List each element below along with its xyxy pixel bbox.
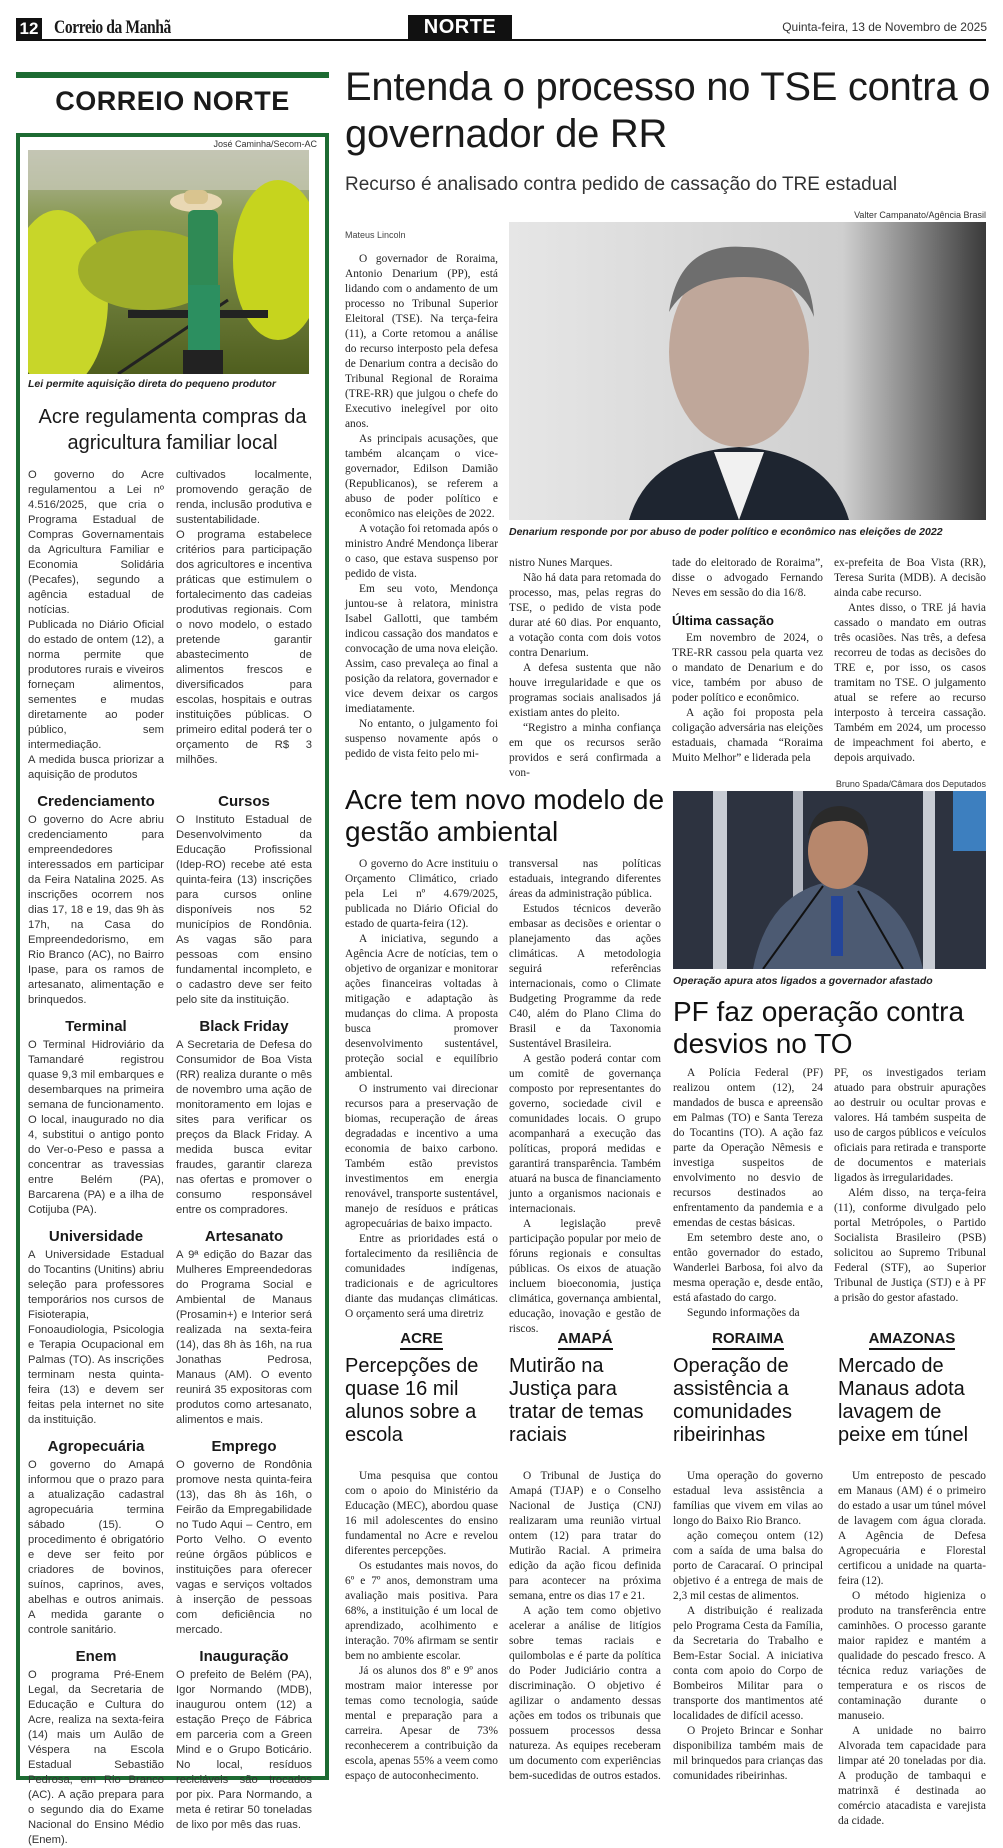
brief-text: O Terminal Hidroviário da Tamandaré registrou quase 9,3 mil embarques e desembarques na primeira semana de funcionamento. O local, inaugurado no dia 4, substitui o antigo ponto do Ver-o-Peso e passa a concentrar as travessias entre Belém (PA), Barcarena (PA) e a ilha de Cotijuba (PA). — [28, 1039, 164, 1216]
brief-title: Terminal — [65, 1018, 127, 1035]
paragraph: A iniciativa, segundo a Agência Acre de notícias, tem o objetivo de organizar e monitorar ações financeiras voltadas à mitigação e adaptação às mudanças do clima. A proposta busca promover desenvolvimento sustentável, proteção social e equilíbrio ambiental. — [345, 933, 498, 1080]
paragraph: Um entreposto de pescado em Manaus (AM) é o primeiro do estado a usar um túnel móvel de lavagem com água clorada. A Agência de Defesa Agropecuária e Florestal certificou a unidade na quarta-feira (12). — [838, 1470, 986, 1587]
lead-paragraph: cultivados localmente, promovendo geração de renda, inclusão produtiva e sustentabilidade. — [176, 469, 312, 526]
regional-roraima — [673, 1330, 823, 1784]
lead-col-3 — [672, 556, 823, 766]
nursery-photo-icon — [28, 150, 309, 374]
lead-paragraph: A medida busca priorizar a aquisição de produtos — [28, 754, 164, 781]
brief-item — [176, 1644, 312, 1848]
brief-text: A Secretaria de Defesa do Consumidor de Boa Vista (RR) realiza durante o mês de novembro uma ação de monitoramento em lojas e sites para verificar os preços da Black Friday. A medida busca evitar fraudes, garantir clareza nas ofertas e promover o consumo responsável entre os compradores. — [176, 1039, 312, 1216]
region-tag: AMAPÁ — [509, 1330, 661, 1347]
regional-headline: Operação de assistência a comunidades ribeirinhas — [673, 1355, 792, 1446]
env-headline: Acre tem novo modelo de gestão ambiental — [345, 784, 665, 847]
paragraph: Além disso, na terça-feira (11), conforme divulgado pelo portal Metrópoles, o Partido Socialista Brasileiro (PSB) solicitou ao Supremo Tribunal Federal (STF), ao Superior Tribunal de Justiça (STJ) e à PF a prisão do gestor afastado. — [834, 1187, 986, 1304]
paragraph: As principais acusações, que também alcançam o vice-governador, Edilson Damião (Republicanos), se referem a abuso de poder político e econômico nas eleições de 2022. — [345, 433, 498, 520]
paragraph: O método higieniza o produto na transferência entre caminhões. O processo garante maior rapidez e mantém a qualidade do pescado fresco. A técnica reduz variações de temperatura e os riscos de contaminação durante o manuseio. — [838, 1590, 986, 1722]
brief-item — [176, 1224, 312, 1428]
brief-item — [28, 1434, 164, 1638]
regional-body — [673, 1469, 823, 1784]
paragraph: A ação tem como objetivo acelerar a análise de litígios sobre temas raciais e quilombolas e é parte da política do Poder Judiciário contra a discriminação. O objetivo é agilizar o andamento dessas ações em todos os tribunais que possuem processos dessa natureza. As equipes receberam um documento com experiências bem-sucedidas de outros estados. — [509, 1605, 661, 1782]
brief-text: O governo do Acre abriu credenciamento para empreendedores interessados em participar da Feira Natalina 2025. As inscrições ocorrem nos dias 17, 18 e 19, das 9h às 17h, na Casa do Empreendedorismo, em Rio Branco (AC), no Bairro Ipase, para os ramos de artesanato, alimentação e brinquedos. — [28, 814, 164, 1006]
paragraph: Uma pesquisa que contou com o apoio do Ministério da Educação (MEC), abordou quase 16 mil adolescentes do ensino fundamental no Acre e revelou diferentes percepções. — [345, 1470, 498, 1557]
brief-text: O prefeito de Belém (PA), Igor Normando (MDB), inaugurou ontem (12) a estação Preço de Fábrica em parceria com a Green Mind e o Grupo Boticário. No local, resíduos recicláveis são trocados por pix. Para Normando, a meta é retirar 50 toneladas de lixo por mês das ruas. — [176, 1669, 312, 1831]
paragraph: A Polícia Federal (PF) realizou ontem (12), 24 mandados de busca e apreensão em Palmas (TO) e Santa Tereza do Tocantins (TO). A ação faz parte da Operação Nêmesis e investiga suspeitos de envolvimento no desvio de recursos destinados ao enfrentamento da pandemia e a emendas de cestas básicas. — [673, 1067, 823, 1229]
photo-caption: Operação apura atos ligados a governador afastado — [673, 975, 933, 987]
brief-row — [28, 1014, 317, 1218]
paragraph: A unidade no bairro Alvorada tem capacidade para limpar até 20 toneladas por dia. A produção de tambaqui e matrinxã é destinada ao comércio atacadista e varejista da cidade. — [838, 1725, 986, 1827]
lead-headline: Entenda o processo no TSE contra o governador de RR — [345, 65, 991, 156]
brief-text: O programa Pré-Enem Legal, da Secretaria de Educação e Cultura do Acre, realiza na sexta-feira (14) mais um Aulão de Véspera na Escola Estadual Sebastião Pedrosa, em Rio Branco (AC). A ação prepara para o segundo dia do Exame Nacional do Ensino Médio (Enem). — [28, 1669, 164, 1846]
page-number: 12 — [16, 18, 42, 40]
issue-date: Quinta-feira, 13 de Novembro de 2025 — [782, 20, 987, 34]
lead-col-4 — [834, 556, 986, 766]
brief-item — [176, 1014, 312, 1218]
regional-amapa — [509, 1330, 661, 1784]
paragraph: Entre as prioridades está o fortalecimento da resiliência de comunidades indígenas, tradicionais e de agricultores diante das mudanças climáticas. O orçamento será uma diretriz — [345, 1233, 498, 1320]
brief-item — [28, 1224, 164, 1428]
paragraph: Em setembro deste ano, o então governador do estado, Wanderlei Barbosa, foi alvo da mesma operação e, desde então, está afastado do cargo. — [673, 1232, 823, 1304]
regional-headline: Mercado de Manaus adota lavagem de peixe em túnel — [838, 1355, 969, 1446]
paragraph: Os estudantes mais novos, do 6º e 7º anos, demonstram uma avaliação mais positiva. Para 68%, a instituição é um local de aprendizado, acolhimento e interação. 70% afirmam se sentir bem no ambiente escolar. — [345, 1560, 498, 1662]
photo-credit: Bruno Spada/Câmara dos Deputados — [835, 779, 986, 789]
paragraph: O governador de Roraima, Antonio Denarium (PP), está lidando com o andamento de um processo no Tribunal Superior Eleitoral (TSE). Na terça-feira (11), a Corte retomou a análise do recurso interposto pela defesa de Denarium contra a decisão do Tribunal Regional de Roraima (TRE-RR) que julgou o chefe do Executivo inelegível por oito anos. — [345, 253, 498, 430]
regional-headline: Percepções de quase 16 mil alunos sobre a escola — [345, 1355, 479, 1446]
brief-title: Enem — [75, 1648, 117, 1665]
lead-paragraph: O governo do Acre regulamentou a Lei nº 4.516/2025, que cria o Programa Estadual de Compras Governamentais da Agricultura Familiar e Economia Solidária (Pecafes), segundo a agência estadual de notícias. — [28, 469, 164, 616]
brief-item — [28, 1014, 164, 1218]
pf-photo — [673, 791, 986, 969]
regional-headline: Mutirão na Justiça para tratar de temas raciais — [509, 1355, 644, 1446]
brief-title: Universidade — [48, 1228, 144, 1245]
region-tag: AMAZONAS — [838, 1330, 986, 1347]
paragraph: transversal nas políticas estaduais, integrando diferentes áreas da administração pública. — [509, 858, 661, 900]
paragraph: Segundo informações da — [687, 1307, 800, 1319]
env-col-2 — [509, 857, 661, 1337]
brief-text: O Instituto Estadual de Desenvolvimento da Educação Profissional (Idep-RO) recebe até esta quinta-feira (13) inscrições para cursos online disponíveis nos 52 municípios de Rondônia. As vagas são para pessoas com ensino fundamental incompleto, e o cadastro deve ser feito pelo site da instituição. — [176, 814, 312, 1006]
paragraph: O Projeto Brincar e Sonhar disponibiliza também mais de mil brinquedos para crianças das comunidades ribeirinhas. — [673, 1725, 823, 1782]
regional-body — [345, 1469, 498, 1784]
paragraph: Em seu voto, Mendonça juntou-se à relatora, ministra Isabel Gallotti, que também indicou cassação dos mandatos e convocação de uma nova eleição. Assim, caso prevaleça ao final a posição da relatora, governador e vice devem deixar os cargos imediatamente. — [345, 583, 498, 715]
lead-col-1 — [345, 252, 498, 762]
section-tag: NORTE — [408, 15, 512, 40]
paragraph: ação começou ontem (12) com a saída de uma balsa do porto de Caracaraí. O principal objetivo é a entrega de mais de 2,3 mil cestas de alimentos. — [673, 1530, 823, 1602]
newspaper-name: Correio da Manhã — [54, 17, 171, 38]
paragraph: Antes disso, o TRE já havia cassado o mandato em outras três ocasiões. Nas três, a defesa recorreu de todas as decisões do TRE e, por isso, os casos tramitam no TSE. O julgamento atual se refere ao recurso interposto à terceira cassação. Também em 2024, um processo de impeachment foi aberto, e depois arquivado. — [834, 602, 986, 764]
speaker-at-podium-icon — [673, 791, 986, 969]
paragraph: A votação foi retomada após o ministro André Mendonça liberar o caso, que estava suspenso por pedido de vista. — [345, 523, 498, 580]
brief-text: A Universidade Estadual do Tocantins (Unitins) abriu seleção para professores temporários nos cursos de Fisioterapia, Fonoaudiologia, Psicologia e Terapia Ocupacional em Palmas (TO). As inscrições terminam nesta quinta-feira (13) e devem ser feitas pela internet no site da instituição. — [28, 1249, 164, 1426]
paragraph: A ação foi proposta pela coligação adversária nas eleições estaduais, chamada “Roraima Muito Melhor” e liderada pela — [672, 707, 823, 764]
lead-paragraph: O programa estabelece critérios para participação dos agricultores e incentiva práticas que estimulem o fortalecimento das cadeias produtivas regionais. Com o novo modelo, o estado pretende garantir abastecimento de alimentos frescos e diversificados para escolas, hospitais e outras instituições públicas. O primeiro edital poderá ter o orçamento de R$ 3 milhões. — [176, 529, 312, 766]
subhead-ultima-cassacao: Última cassação — [672, 613, 774, 628]
brief-row — [28, 1644, 317, 1848]
brief-title: Cursos — [218, 793, 270, 810]
pf-headline: PF faz operação contra desvios no TO — [673, 996, 965, 1059]
byline: Mateus Lincoln — [345, 230, 406, 240]
brief-row — [28, 1224, 317, 1428]
paragraph: O governo do Acre instituiu o Orçamento Climático, criado pela Lei nº 4.679/2025, publicada no Diário Oficial do estado de quarta-feira (12). — [345, 858, 498, 930]
lead-col-2 — [509, 556, 661, 781]
brief-row — [28, 1434, 317, 1638]
env-col-1 — [345, 857, 498, 1322]
photo-caption: Denarium responde por por abuso de poder político e econômico nas eleições de 2022 — [509, 526, 943, 538]
brief-text: A 9ª edição do Bazar das Mulheres Empreendedoras do Programa Social e Ambiental de Manaus (Prosamin+) e Interior será realizada na sexta-feira (14), das 8h às 16h, na rua Jonathas Pedrosa, Manaus (AM). O evento reunirá 35 expositoras com produtos como artesanato, alimentos e mais. — [176, 1249, 312, 1426]
brief-text: O governo de Rondônia promove nesta quinta-feira (13), das 8h às 16h, o Feirão da Empregabilidade no Tudo Aqui – Centro, em Porto Velho. O evento reúne órgãos públicos e instituições para oferecer vagas e serviços voltados à inserção de pessoas com deficiência no mercado. — [176, 1459, 312, 1636]
paragraph: Em novembro de 2024, o TRE-RR cassou pela quarta vez o mandato de Denarium e do vice, também por abuso de poder político e econômico. — [672, 632, 823, 704]
paragraph: No entanto, o julgamento foi suspenso novamente após o pedido de vista feito pelo mi- — [345, 718, 498, 760]
farm-worker-photo — [28, 150, 309, 374]
sidebar-accent-bar — [16, 72, 329, 78]
brief-item — [176, 1434, 312, 1638]
sidebar-headline: Acre regulamenta compras da agricultura familiar local — [38, 406, 307, 454]
region-tag: RORAIMA — [673, 1330, 823, 1347]
pf-col-2 — [834, 1066, 986, 1306]
photo-caption: Lei permite aquisição direta do pequeno produtor — [28, 378, 276, 390]
paragraph: PF, os investigados teriam atuado para obstruir apurações ao destruir ou ocultar provas e valores. Há também suspeita de uso de cargos públicos e veículos oficiais para retirada e transporte de documentos e materiais ligados às irregularidades. — [834, 1067, 986, 1184]
lead-paragraph: Publicada no Diário Oficial do estado de ontem (12), a norma permite que produtores rurais e viveiros forneçam alimentos, sementes e mudas diretamente ao poder público, sem intermediação. — [28, 619, 164, 751]
paragraph: O instrumento vai direcionar recursos para a preservação de biomas, recuperação de áreas degradadas e incentivo a uma economia de baixo carbono. Também estão previstos investimentos em energia renovável, transporte sustentável, manejo de resíduos e práticas agropecuárias de baixo impacto. — [345, 1083, 498, 1230]
regional-body — [838, 1469, 986, 1829]
brief-title: Black Friday — [199, 1018, 289, 1035]
brief-item — [28, 789, 164, 1008]
paragraph: Estudos técnicos deverão embasar as decisões e orientar o planejamento das ações climáticas. A metodologia seguirá referências internacionais, como o Climate Budgeting Programme da rede C40, além do Plano Clima do Brasil e da Taxonomia Sustentável Brasileira. — [509, 903, 661, 1050]
paragraph: nistro Nunes Marques. — [509, 557, 613, 569]
brief-title: Agropecuária — [47, 1438, 145, 1455]
brief-title: Emprego — [211, 1438, 277, 1455]
paragraph: ex-prefeita de Boa Vista (RR), Teresa Surita (MDB). A decisão ainda cabe recurso. — [834, 557, 986, 599]
brief-title: Artesanato — [204, 1228, 284, 1245]
photo-credit: José Caminha/Secom-AC — [213, 139, 317, 149]
brief-title: Inauguração — [199, 1648, 289, 1665]
governor-photo — [509, 222, 986, 520]
header-rule — [16, 39, 986, 41]
paragraph: “Registro a minha confiança em que os recursos serão providos e será confirmada a von- — [509, 722, 661, 779]
paragraph: Já os alunos dos 8º e 9º anos mostram maior interesse por temas como tecnologia, saúde mental e preparação para a carreira. Apesar de 73% reconhecerem a contribuição da escola, apenas 55% a veem como espaço de autoconhecimento. — [345, 1665, 498, 1782]
governor-portrait-icon — [509, 222, 986, 520]
brief-title: Credenciamento — [37, 793, 155, 810]
paragraph: A distribuição é realizada pelo Programa Cesta da Família, da Secretaria do Trabalho e Bem-Estar Social. A iniciativa conta com apoio do Corpo de Bombeiros Militar para o transporte dos mantimentos até localidades de difícil acesso. — [673, 1605, 823, 1722]
regional-body — [509, 1469, 661, 1784]
paragraph: A defesa sustenta que não houve irregularidade e que os programas sociais analisados já existiam antes do pleito. — [509, 662, 661, 719]
lead-subheadline: Recurso é analisado contra pedido de cassação do TRE estadual — [345, 174, 898, 195]
sidebar-title: CORREIO NORTE — [55, 86, 290, 116]
brief-text: O governo do Amapá informou que o prazo para a atualização cadastral agropecuária termina sábado (15). O procedimento é obrigatório e deve ser feito por criadores de bovinos, suínos, caprinos, aves, abelhas e outros animais. A medida garante o controle sanitário. — [28, 1459, 164, 1636]
sidebar-lead-columns — [28, 468, 317, 783]
paragraph: Não há data para retomada do processo, mas, pelas regras do TSE, o pedido de vista pode durar até 60 dias. Por enquanto, a votação conta com dois votos contra Denarium. — [509, 572, 661, 659]
regional-acre — [345, 1330, 498, 1784]
brief-item — [28, 1644, 164, 1848]
paragraph: O Tribunal de Justiça do Amapá (TJAP) e o Conselho Nacional de Justiça (CNJ) realizaram uma reunião virtual ontem (12) para tratar do Mutirão Racial. A primeira edição da ação ficou definida para acontecer na próxima semana, entre os dias 17 e 21. — [509, 1470, 661, 1602]
regional-amazonas — [838, 1330, 986, 1829]
region-tag: ACRE — [345, 1330, 498, 1347]
paragraph: A gestão poderá contar com um comitê de governança composto por representantes do governo, sociedade civil e comunidades locais. O grupo acompanhará a execução das políticas, proporá medidas e garantirá transparência. Também atuará na busca de financiamento junto a organismos nacionais e internacionais. — [509, 1053, 661, 1215]
paragraph: Uma operação do governo estadual leva assistência a famílias que vivem em vilas ao longo do Baixo Rio Branco. — [673, 1470, 823, 1527]
paragraph: A legislação prevê participação popular por meio de fóruns regionais e consultas públicas. Os eixos de atuação incluem bioeconomia, justiça climática, governança ambiental, educação, inovação e gestão de riscos. — [509, 1218, 661, 1335]
photo-credit: Valter Campanato/Agência Brasil — [854, 210, 986, 220]
pf-col-1 — [673, 1066, 823, 1321]
brief-item — [176, 789, 312, 1008]
paragraph: tade do eleitorado de Roraima”, disse o advogado Fernando Neves em sessão do dia 16/8. — [672, 557, 823, 599]
brief-row — [28, 789, 317, 1008]
sidebar-box — [16, 133, 329, 1846]
